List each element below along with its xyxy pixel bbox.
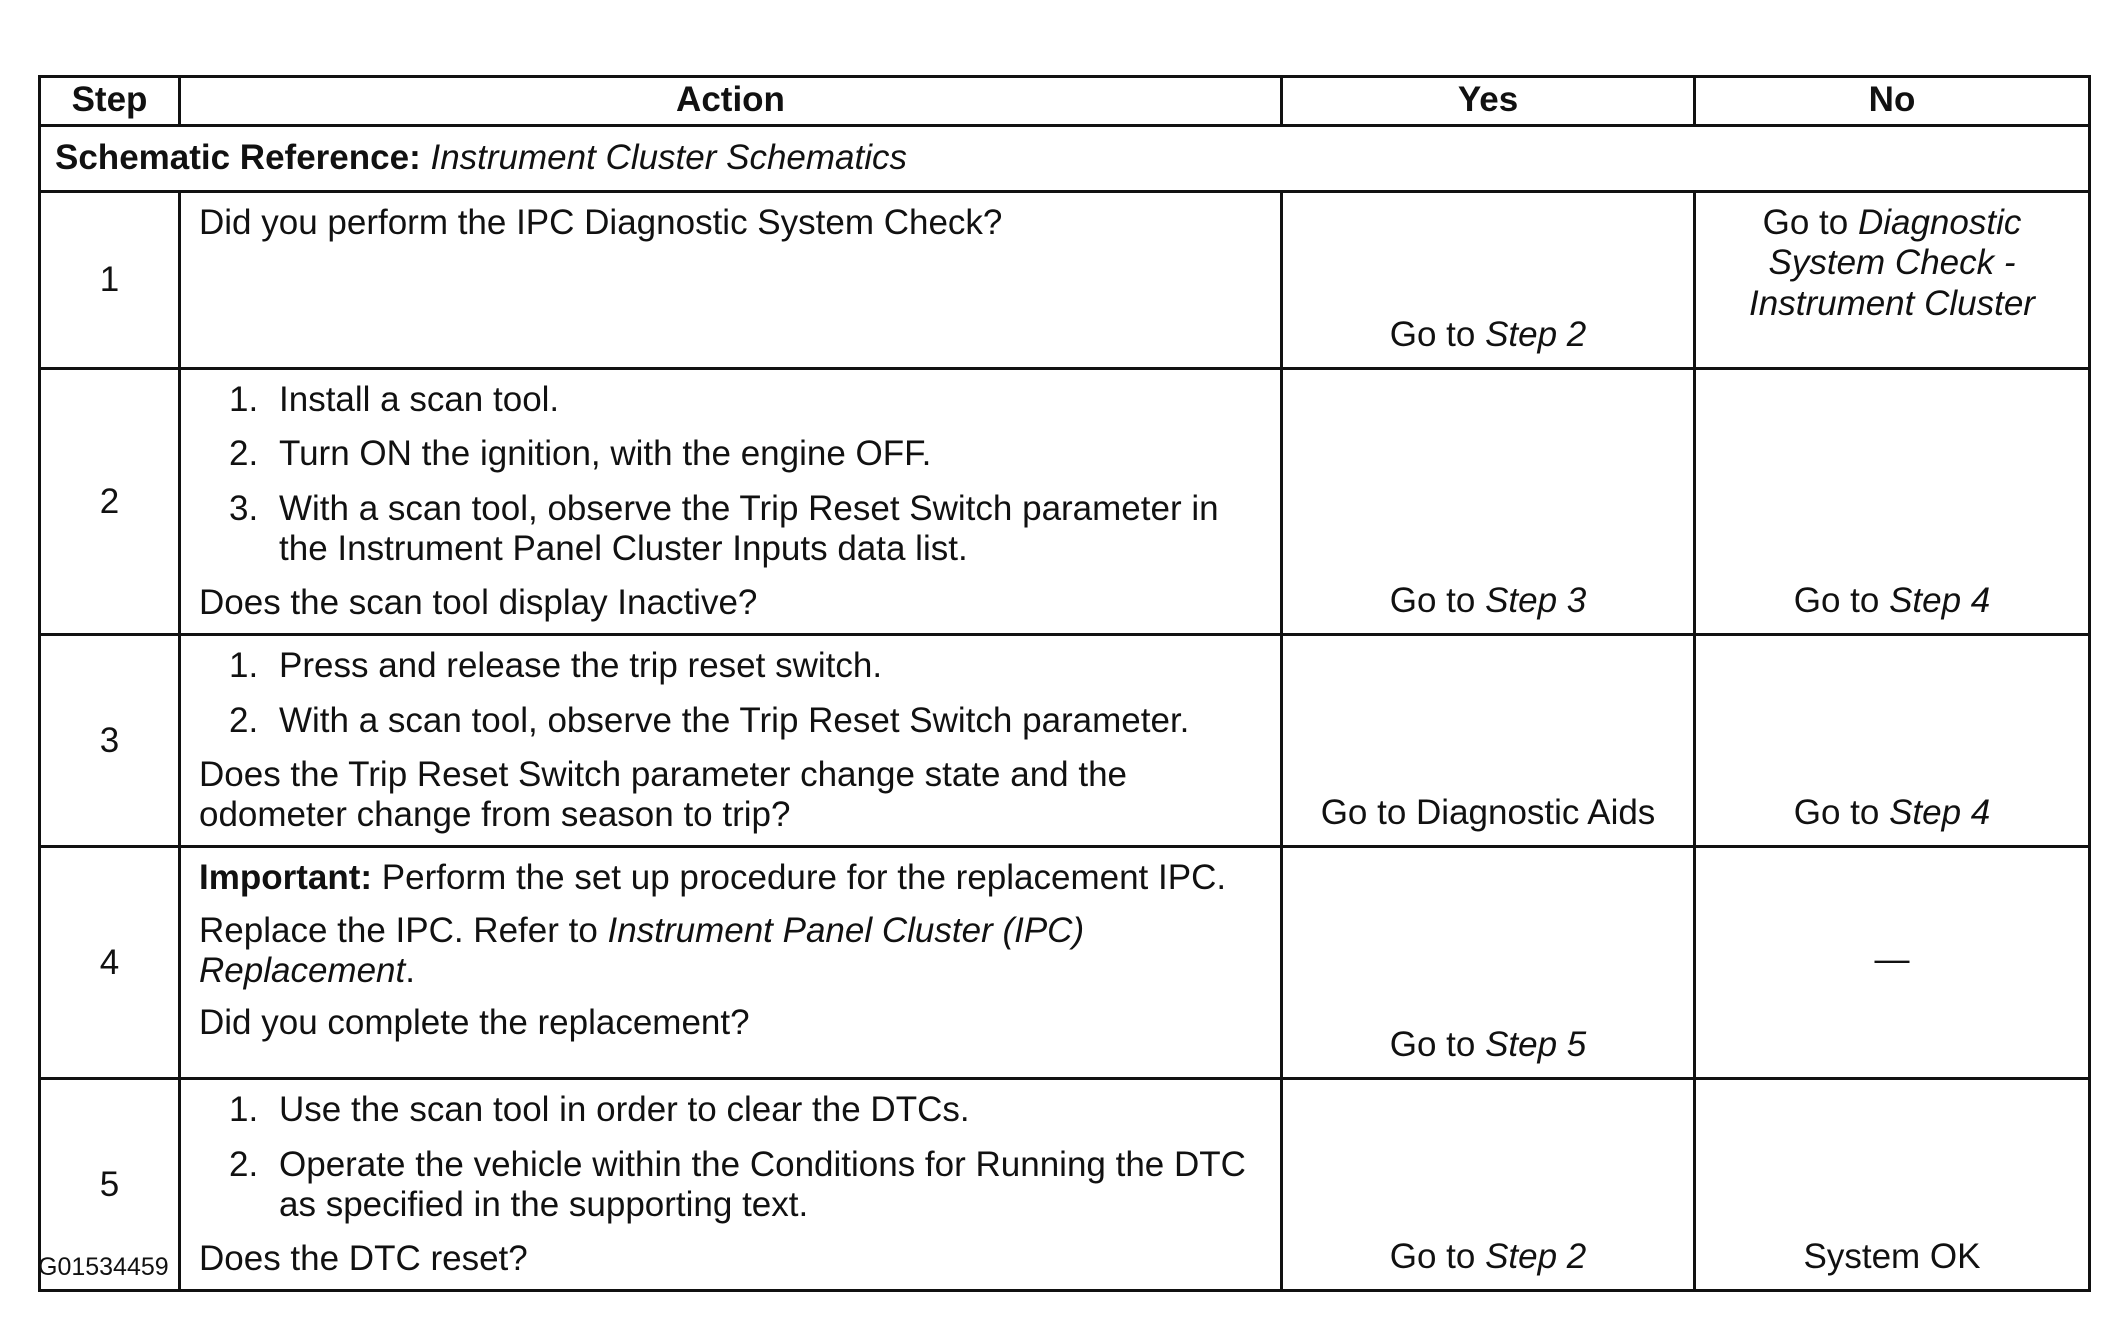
header-row xyxy=(40,77,2090,126)
no-ref-line2: System Check - xyxy=(1768,243,2016,283)
yes-prefix: Go to xyxy=(1389,1025,1486,1064)
yes-prefix: Go to xyxy=(1389,314,1486,354)
action-cell xyxy=(180,635,1282,847)
no-step-link: Step 4 xyxy=(1889,581,1991,620)
list-item: 1. Press and release the trip reset switch. xyxy=(229,646,883,686)
yes-cell xyxy=(1282,192,1695,369)
important-label: Important: xyxy=(199,858,373,898)
step-number: 3 xyxy=(40,635,180,847)
table-row xyxy=(40,369,2090,635)
yes-step-link: Step 3 xyxy=(1485,581,1587,620)
action-cell xyxy=(180,192,1282,369)
schematic-label: Schematic Reference: xyxy=(55,138,421,178)
important-note xyxy=(199,858,1264,898)
no-cell xyxy=(1695,192,2090,369)
header-yes: Yes xyxy=(1282,77,1695,126)
yes-prefix: Go to xyxy=(1389,581,1486,620)
yes-step-link: Step 5 xyxy=(1485,1025,1587,1064)
schematic-ref: Instrument Cluster Schematics xyxy=(430,138,908,178)
question: Does the scan tool display Inactive? xyxy=(199,583,758,622)
yes-prefix: Go to xyxy=(1389,1237,1486,1276)
table-row xyxy=(40,1079,2090,1291)
action-cell xyxy=(180,1079,1282,1291)
schematic-reference-row xyxy=(40,126,2090,192)
question: Did you perform the IPC Diagnostic System Check? xyxy=(199,203,1003,242)
yes-step-link: Step 2 xyxy=(1485,314,1587,354)
header-no: No xyxy=(1695,77,2090,126)
action-cell xyxy=(180,847,1282,1079)
yes-cell: Go to Diagnostic Aids xyxy=(1282,635,1695,847)
header-action: Action xyxy=(180,77,1282,126)
no-ref-line3: Instrument Cluster xyxy=(1749,283,2035,323)
yes-cell xyxy=(1282,847,1695,1079)
replacement-ref: Instrument Panel Cluster (IPC) Replacement xyxy=(199,910,1085,990)
step-number: 1 xyxy=(40,192,180,369)
no-cell: System OK xyxy=(1695,1079,2090,1291)
question: Does the DTC reset? xyxy=(199,1239,528,1278)
table-row xyxy=(40,847,2090,1079)
table-row xyxy=(40,192,2090,369)
list-item: 2. Turn ON the ignition, with the engine OFF. xyxy=(229,434,932,474)
yes-step-link: Step 2 xyxy=(1485,1237,1587,1276)
action-cell xyxy=(180,369,1282,635)
header-step: Step xyxy=(40,77,180,126)
diagnostic-table xyxy=(38,75,2091,1292)
no-prefix: Go to xyxy=(1793,793,1890,832)
list-item: 2. Operate the vehicle within the Conditions for Running the DTC as specified in the supporting text. xyxy=(229,1144,1246,1224)
schematic-reference xyxy=(40,126,2090,192)
step-number: 4 xyxy=(40,847,180,1079)
yes-cell xyxy=(1282,1079,1695,1291)
list-item: 3. With a scan tool, observe the Trip Reset Switch parameter in the Instrument Panel Cluster Inputs data list. xyxy=(229,488,1219,568)
figure-id: G01534459 xyxy=(38,1253,169,1281)
no-prefix: Go to xyxy=(1762,203,1858,242)
question: Did you complete the replacement? xyxy=(199,1003,750,1042)
table-row xyxy=(40,635,2090,847)
no-prefix: Go to xyxy=(1793,581,1890,620)
step-number: 2 xyxy=(40,369,180,635)
no-cell xyxy=(1695,635,2090,847)
question: Does the Trip Reset Switch parameter change state and the odometer change from season to trip? xyxy=(199,754,1128,834)
replace-instruction: Replace the IPC. Refer to Instrument Panel Cluster (IPC) Replacement. xyxy=(199,910,1085,990)
step-number: 5 xyxy=(40,1079,180,1291)
no-step-link: Step 4 xyxy=(1889,793,1991,832)
yes-cell xyxy=(1282,369,1695,635)
no-cell: — xyxy=(1695,847,2090,1079)
important-text: Perform the set up procedure for the replacement IPC. xyxy=(372,858,1227,898)
list-item: 1. Install a scan tool. xyxy=(229,380,560,419)
list-item: 2. With a scan tool, observe the Trip Reset Switch parameter. xyxy=(229,700,1190,740)
no-cell xyxy=(1695,369,2090,635)
no-ref-line1: Diagnostic xyxy=(1857,203,2022,242)
list-item: 1. Use the scan tool in order to clear the DTCs. xyxy=(229,1090,970,1130)
